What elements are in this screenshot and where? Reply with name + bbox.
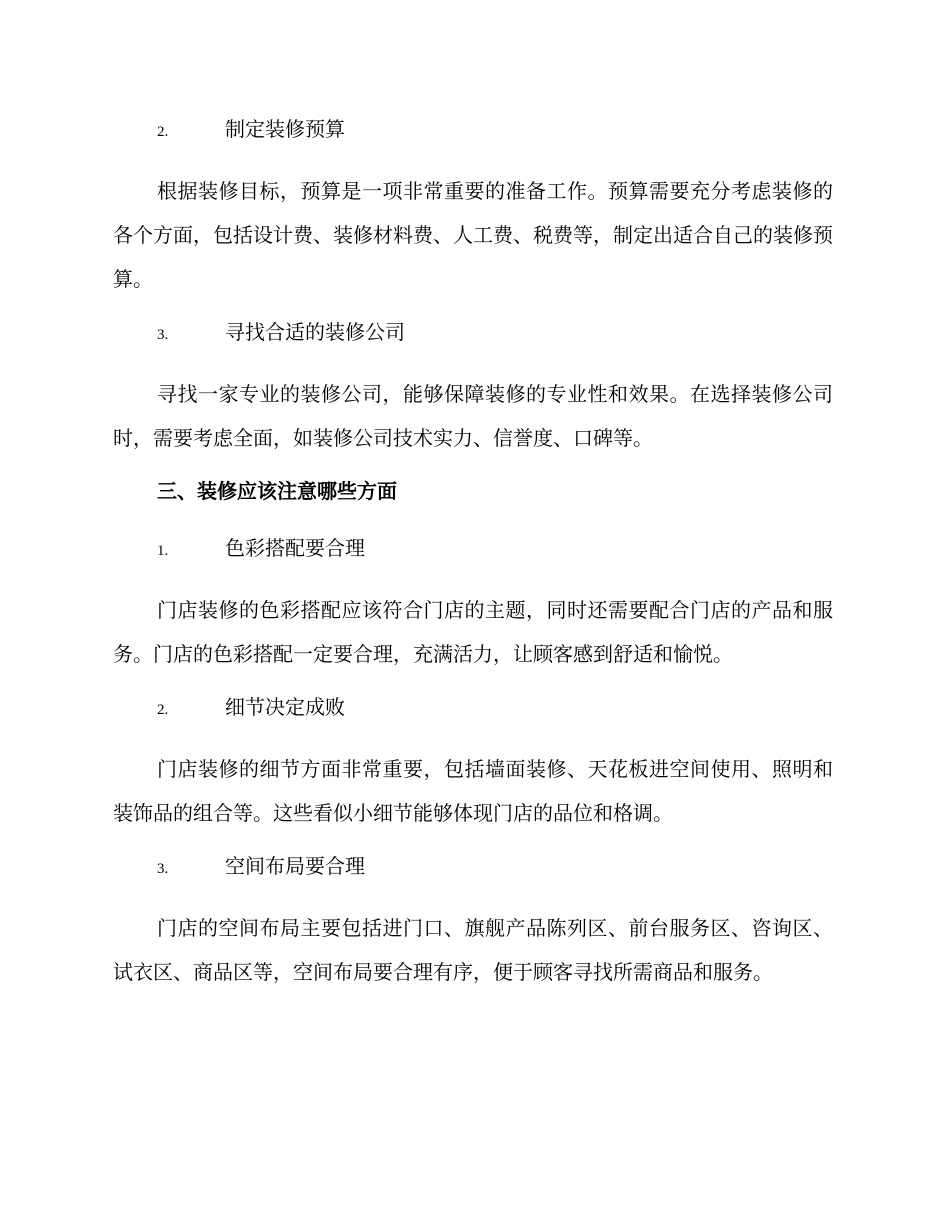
list-item-title: 制定装修预算 — [225, 117, 345, 141]
list-item-title: 寻找合适的装修公司 — [225, 320, 405, 344]
list-item-details — [157, 690, 833, 724]
list-item-layout — [157, 849, 833, 883]
list-item-title: 空间布局要合理 — [225, 854, 365, 878]
section-heading: 三、装修应该注意哪些方面 — [157, 479, 397, 503]
list-item-title: 细节决定成败 — [225, 695, 345, 719]
paragraph-details: 门店装修的细节方面非常重要，包括墙面装修、天花板进空间使用、照明和装饰品的组合等。这些看似小细节能够体现门店的品位和格调。 — [113, 757, 833, 825]
list-number: 1. — [157, 543, 169, 559]
list-number: 2. — [157, 702, 169, 718]
list-item-company — [157, 315, 833, 349]
list-item-color — [157, 531, 833, 565]
paragraph-layout: 门店的空间布局主要包括进门口、旗舰产品陈列区、前台服务区、咨询区、试衣区、商品区等，空间布局要合理有序，便于顾客寻找所需商品和服务。 — [113, 916, 833, 984]
list-number: 2. — [157, 124, 169, 140]
list-number: 3. — [157, 327, 169, 343]
list-item-title: 色彩搭配要合理 — [225, 536, 365, 560]
paragraph-budget: 根据装修目标，预算是一项非常重要的准备工作。预算需要充分考虑装修的各个方面，包括设计费、装修材料费、人工费、税费等，制定出适合自己的装修预算。 — [113, 179, 833, 291]
list-item-budget — [157, 112, 833, 146]
paragraph-company: 寻找一家专业的装修公司，能够保障装修的专业性和效果。在选择装修公司时，需要考虑全面，如装修公司技术实力、信誉度、口碑等。 — [113, 382, 833, 450]
document-body — [113, 112, 833, 1008]
list-number: 3. — [157, 861, 169, 877]
paragraph-color: 门店装修的色彩搭配应该符合门店的主题，同时还需要配合门店的产品和服务。门店的色彩搭配一定要合理，充满活力，让顾客感到舒适和愉悦。 — [113, 598, 833, 666]
